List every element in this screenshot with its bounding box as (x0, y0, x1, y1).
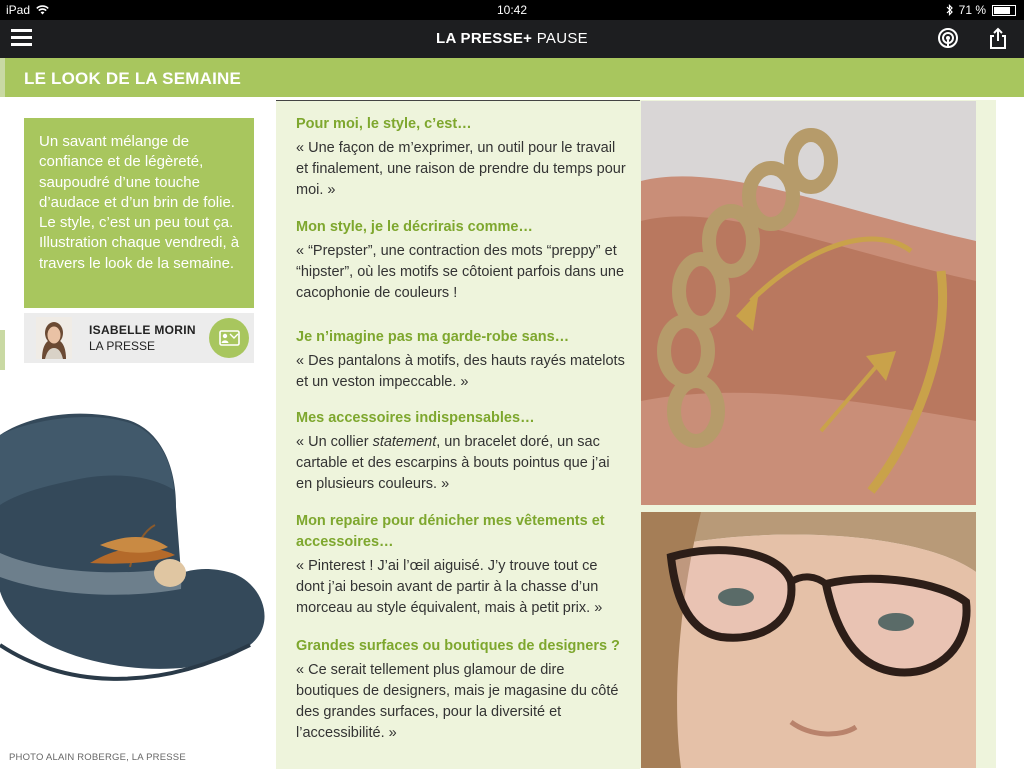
author-card (24, 313, 254, 363)
hat-photo (0, 395, 270, 750)
share-icon[interactable] (986, 27, 1010, 51)
photo-credit: PHOTO ALAIN ROBERGE, LA PRESSE (9, 752, 186, 763)
answer-5: « Pinterest ! J’ai l’œil aiguisé. J’y trouve tout ce dont j’ai besoin avant de partir à la chasse d’un morceau au style équivalent, mais à petit prix. » (296, 558, 603, 616)
author-avatar (36, 317, 72, 359)
battery-icon (992, 5, 1016, 16)
answer-4-end: , un bracelet doré, un sac cartable et des escarpins à bouts pointus que j’ai en plusieurs couleurs. » (296, 434, 610, 492)
author-organization: LA PRESSE (89, 339, 156, 353)
answer-4 (296, 432, 626, 495)
battery-percent: 71 % (958, 3, 986, 17)
battery-fill (994, 7, 1010, 14)
intro-text: Un savant mélange de confiance et de légèreté, saupoudré d’une touche d’audace et d’un brin de folie. Le style, c’est un peu tout ça. Illustration chaque vendredi, à travers le look de la semaine. (39, 133, 240, 272)
answer-4-start: « Un collier (296, 434, 373, 450)
status-right (946, 3, 1016, 17)
author-name: ISABELLE MORIN (89, 323, 196, 337)
device-label: iPad (6, 3, 31, 17)
glasses-portrait-photo (641, 512, 976, 768)
app-brand (0, 30, 1024, 47)
left-edge-accent (0, 330, 5, 370)
app-header (0, 20, 1024, 58)
section-title: LE LOOK DE LA SEMAINE (24, 69, 242, 88)
qa-panel (276, 100, 640, 769)
section-header (5, 58, 1024, 97)
question-6: Grandes surfaces ou boutiques de designers ? (296, 638, 620, 654)
podcast-icon[interactable] (936, 27, 960, 51)
bracelets-photo (641, 101, 976, 505)
contact-card-icon[interactable] (209, 318, 249, 358)
question-4: Mes accessoires indispensables… (296, 410, 535, 426)
ios-status-bar (0, 0, 1024, 20)
brand-main: LA PRESSE+ (436, 30, 533, 47)
status-time: 10:42 (496, 3, 528, 17)
answer-4-emphasis: statement (372, 434, 437, 450)
answer-3: « Des pantalons à motifs, des hauts rayés matelots et un veston impeccable. » (296, 353, 625, 390)
answer-1: « Une façon de m’exprimer, un outil pour le travail et finalement, une raison de prendre du temps pour moi. » (296, 140, 626, 198)
answer-6: « Ce serait tellement plus glamour de dire boutiques de designers, mais je magasine du côté des grandes surfaces, pour la diversité et l’accessibilité. » (296, 662, 619, 741)
intro-box (24, 118, 254, 308)
brand-sub: PAUSE (536, 30, 588, 47)
question-1: Pour moi, le style, c’est… (296, 116, 472, 132)
question-3: Je n’imagine pas ma garde-robe sans… (296, 329, 570, 345)
question-5: Mon repaire pour dénicher mes vêtements et accessoires… (296, 513, 605, 550)
answer-2: « “Prepster”, une contraction des mots “preppy” et “hipster”, où les motifs se côtoient parfois dans une cacophonie de couleurs ! (296, 243, 625, 301)
question-2: Mon style, je le décrirais comme… (296, 219, 533, 235)
bluetooth-icon (946, 4, 953, 16)
